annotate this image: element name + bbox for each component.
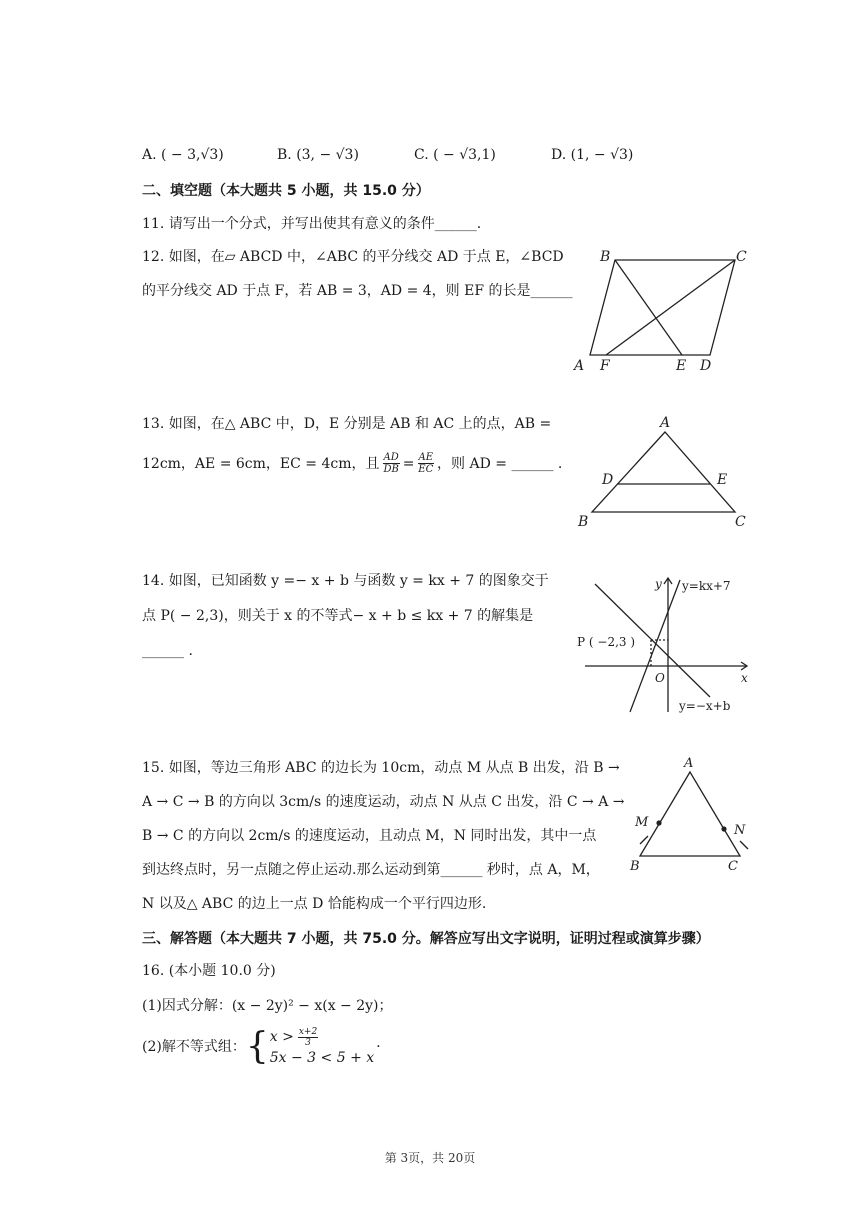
option-b: B. (3, − √3) xyxy=(277,147,359,163)
question-13-line1: 13. 如图，在△ ABC 中，D，E 分别是 AB 和 AC 上的点，AB = xyxy=(142,416,552,432)
option-c: C. ( − √3,1) xyxy=(414,147,496,163)
question-16-part1: (1)因式分解：(x − 2y)² − x(x − 2y)； xyxy=(142,998,393,1014)
fig14-label-y: y xyxy=(655,577,662,591)
fig13-label-a: A xyxy=(660,415,671,431)
fig12-label-a: A xyxy=(574,358,585,374)
fig15-label-b: B xyxy=(630,859,640,874)
question-15-line1: 15. 如图，等边三角形 ABC 的边长为 10cm，动点 M 从点 B 出发，沿 B → xyxy=(142,760,620,776)
system-period: . xyxy=(376,1035,381,1051)
q13-fraction-ae-ec xyxy=(418,452,435,475)
question-14-line1: 14. 如图，已知函数 y =− x + b 与函数 y = kx + 7 的图象交于 xyxy=(142,573,549,589)
inequality-1-fraction xyxy=(298,1027,318,1048)
q13-text-a: 12cm，AE = 6cm，EC = 4cm，且 xyxy=(142,455,380,472)
fig13-label-e: E xyxy=(717,472,728,488)
fig15-label-n: N xyxy=(734,823,746,838)
question-14-line2: 点 P( − 2,3)，则关于 x 的不等式− x + b ≤ kx + 7 的解集是 xyxy=(142,608,534,624)
fig15-label-c: C xyxy=(728,859,738,874)
fig15-label-m: M xyxy=(635,815,649,830)
question-12-line1: 12. 如图，在▱ ABCD 中，∠ABC 的平分线交 AD 于点 E，∠BCD xyxy=(142,249,564,265)
question-12-line2: 的平分线交 AD 于点 F，若 AB = 3，AD = 4，则 EF 的长是______ xyxy=(142,283,573,299)
q13-frac1-num: AD xyxy=(383,452,399,463)
fig14-label-o: O xyxy=(655,671,665,685)
inequality-1 xyxy=(270,1026,374,1048)
inequality-system xyxy=(270,1026,374,1068)
fig14-label-p: P ( −2,3 ) xyxy=(577,635,636,649)
fig13-label-b: B xyxy=(578,514,589,530)
option-d: D. (1, − √3) xyxy=(551,147,634,163)
section-heading-solutions: 三、解答题（本大题共 7 小题，共 75.0 分。解答应写出文字说明，证明过程或演算步骤） xyxy=(142,931,710,947)
fig13-label-c: C xyxy=(735,514,746,530)
inequality-1-left: x > xyxy=(269,1029,294,1045)
q16-part2-label: (2)解不等式组： xyxy=(142,1039,246,1055)
question-15-line2: A → C → B 的方向以 3cm/s 的速度运动，动点 N 从点 C 出发，沿 C → A → xyxy=(142,794,625,810)
question-16-title: 16. (本小题 10.0 分) xyxy=(142,963,276,979)
fig15-label-a: A xyxy=(684,756,694,771)
question-14-line3: ______ . xyxy=(142,643,193,659)
fig12-label-f: F xyxy=(600,358,610,374)
fig12-label-c: C xyxy=(736,249,747,265)
inequality-1-denominator: 3 xyxy=(305,1037,311,1048)
triangle-de-figure xyxy=(570,410,760,535)
q13-equals: = xyxy=(402,455,415,472)
question-13-line2 xyxy=(142,452,562,475)
inequality-2: 5x − 3 < 5 + x xyxy=(269,1050,375,1066)
fig12-label-d: D xyxy=(700,358,712,374)
q13-frac2-den: EC xyxy=(418,464,434,475)
linear-functions-graph xyxy=(575,572,760,717)
section-heading-fill-in: 二、填空题（本大题共 5 小题，共 15.0 分） xyxy=(142,183,430,199)
page-number: 第 3页，共 20页 xyxy=(384,1151,476,1165)
fig12-label-b: B xyxy=(600,249,611,265)
inequality-1-numerator: x+2 xyxy=(298,1026,318,1037)
question-16-part2 xyxy=(142,1026,381,1068)
parallelogram-figure xyxy=(570,245,760,380)
question-15-line5: N 以及△ ABC 的边上一点 D 恰能构成一个平行四边形. xyxy=(142,896,487,912)
fig14-label-b: y=−x+b xyxy=(679,699,731,713)
fig14-label-kx: y=kx+7 xyxy=(682,579,731,593)
fig13-label-d: D xyxy=(602,472,614,488)
q13-text-b: ，则 AD = ______ . xyxy=(437,455,563,472)
question-15-line3: B → C 的方向以 2cm/s 的速度运动，且动点 M，N 同时出发，其中一点 xyxy=(142,828,597,844)
q13-fraction-ad-db xyxy=(383,452,400,475)
q13-frac1-den: DB xyxy=(383,464,399,475)
fig14-label-x: x xyxy=(741,671,748,685)
question-15-line4: 到达终点时，另一点随之停止运动.那么运动到第______ 秒时，点 A，M， xyxy=(142,862,600,878)
fig12-label-e: E xyxy=(676,358,687,374)
q13-frac2-num: AE xyxy=(418,452,434,463)
option-a: A. ( − 3,√3) xyxy=(142,147,224,163)
inequality-system-brace: { xyxy=(245,1026,269,1067)
equilateral-triangle-figure xyxy=(620,752,760,877)
question-11: 11. 请写出一个分式，并写出使其有意义的条件______. xyxy=(142,216,482,232)
